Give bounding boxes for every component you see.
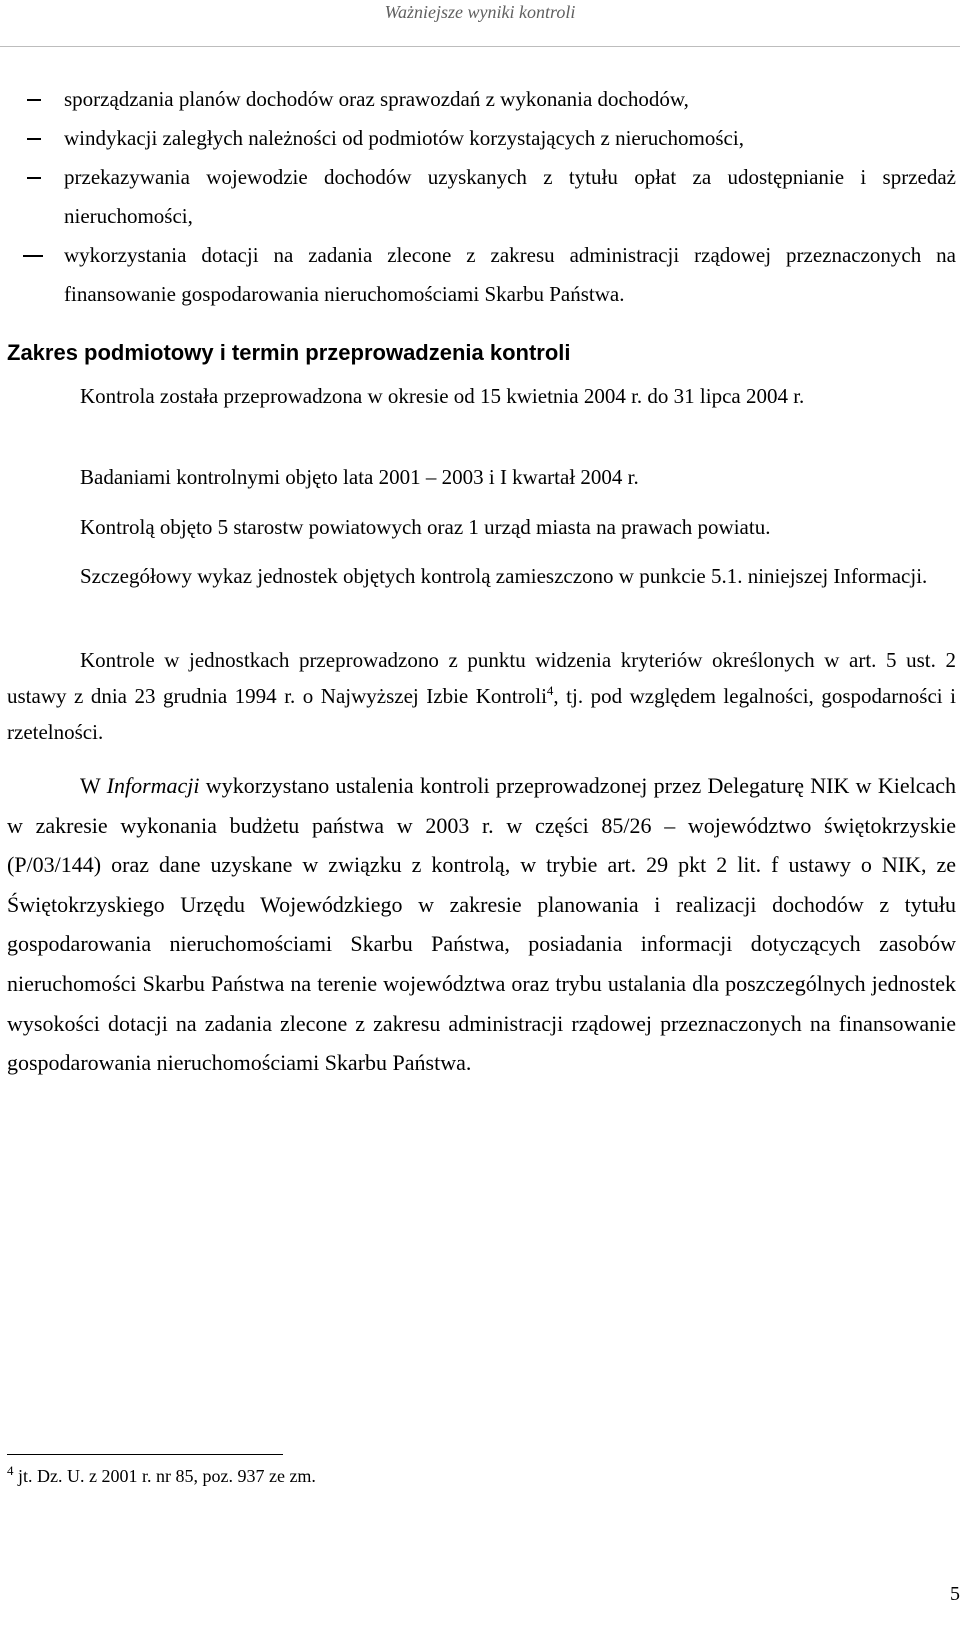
page-number — [0, 1583, 960, 1606]
list-item — [0, 158, 956, 236]
page-header — [0, 0, 960, 47]
list-item-text: wykorzystania dotacji na zadania zlecone z zakresu administracji rządowej przeznaczonych na finansowanie gospodarowania nieruchomościami Skarbu Państwa. — [64, 243, 956, 306]
paragraph-text-part: W — [80, 773, 107, 798]
italic-term: Informacji — [106, 773, 200, 798]
list-item-text: sporządzania planów dochodów oraz sprawozdań z wykonania dochodów, — [64, 87, 689, 111]
header-title: Ważniejsze wyniki kontroli — [384, 2, 576, 22]
footnote-divider — [7, 1454, 283, 1455]
paragraph-text — [7, 642, 956, 750]
footnote-text: jt. Dz. U. z 2001 r. nr 85, poz. 937 ze zm. — [13, 1466, 316, 1486]
paragraph-text: Szczegółowy wykaz jednostek objętych kontrolą zamieszczono w punkcie 5.1. niniejszej Informacji. — [80, 564, 928, 588]
footnote-mark: 4 — [7, 1463, 14, 1478]
bullet-list — [0, 80, 956, 314]
dash-bullet-icon — [27, 138, 41, 140]
paragraph-scope — [7, 509, 956, 545]
dash-bullet-icon — [27, 177, 41, 179]
dash-bullet-icon — [27, 99, 41, 101]
list-item-text: przekazywania wojewodzie dochodów uzyskanych z tytułu opłat za udostępnianie i sprzedaż nieruchomości, — [64, 165, 956, 228]
paragraph-details — [7, 558, 956, 594]
paragraph-sources — [7, 766, 956, 1083]
list-item — [0, 119, 956, 158]
list-item — [0, 80, 956, 119]
paragraph-text: Kontrolą objęto 5 starostw powiatowych oraz 1 urząd miasta na prawach powiatu. — [80, 515, 771, 539]
paragraph-text: Kontrola została przeprowadzona w okresie od 15 kwietnia 2004 r. do 31 lipca 2004 r. — [80, 384, 805, 408]
paragraph-text-part: Kontrole w jednostkach przeprowadzono z punktu widzenia kryteriów określonych w art. 5 ust. 2 ustawy z dnia 23 grudnia 1994 r. o Najwyższej Izbie Kontroli — [7, 648, 956, 708]
paragraph-text-part: wykorzystano ustalenia kontroli przeprowadzonej przez Delegaturę NIK w Kielcach w zakresie wykonania budżetu państwa w 2003 r. w części 85/26 – województwo świętokrzyskie (P/03/144) oraz dane uzyskane w związku z kontrolą, w trybie art. 29 pkt 2 lit. f ustawy o NIK, ze Świętokrzyskiego Urzędu Wojewódzkiego w zakresie planowania i realizacji dochodów z tytułu gospodarowania nieruchomościami Skarbu Państwa, posiadania informacji dotyczących zasobów nieruchomości Skarbu Państwa na terenie województwa oraz trybu ustalania dla poszczególnych jednostek wysokości dotacji na zadania zlecone z zakresu administracji rządowej przeznaczonych na finansowanie gospodarowania nieruchomościami Skarbu Państwa. — [7, 773, 956, 1076]
list-item-text: windykacji zaległych należności od podmiotów korzystających z nieruchomości, — [64, 126, 744, 150]
paragraph-period — [7, 378, 956, 414]
paragraph-years — [7, 459, 956, 495]
footnote-reference: 4 — [546, 683, 554, 698]
paragraph-text-part: , tj. pod względem legalności, gospodarności i rzetelności. — [7, 684, 956, 744]
paragraph-text — [7, 766, 956, 1083]
dash-bullet-icon — [23, 255, 43, 257]
page-number-text: 5 — [950, 1583, 960, 1605]
section-heading: Zakres podmiotowy i termin przeprowadzenia kontroli — [7, 340, 571, 365]
list-item — [0, 236, 956, 314]
footnote — [7, 1463, 316, 1487]
paragraph-text: Badaniami kontrolnymi objęto lata 2001 – 2003 i I kwartał 2004 r. — [80, 465, 639, 489]
paragraph-criteria — [7, 642, 956, 750]
